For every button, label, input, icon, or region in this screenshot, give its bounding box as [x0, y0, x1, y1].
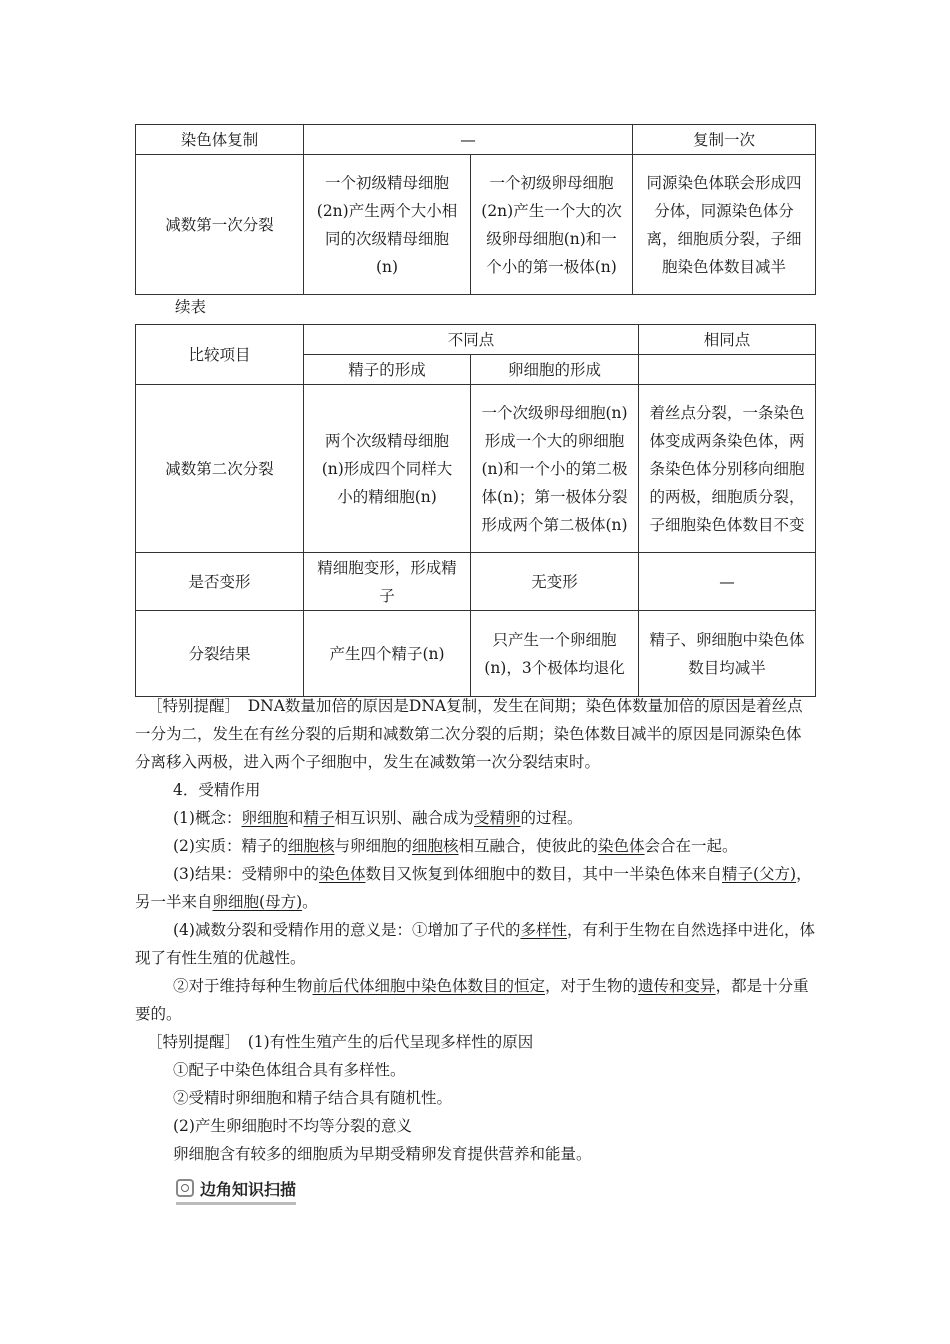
section-heading	[176, 1175, 296, 1205]
egg-cell: 一个初级卵母细胞(2n)产生一个大的次级卵母细胞(n)和一个小的第一极体(n)	[471, 155, 633, 295]
special-tip-1: ［特别提醒］ DNA数量加倍的原因是DNA复制，发生在间期；染色体数量加倍的原因是着丝点一分为二，发生在有丝分裂的后期和减数第二次分裂的后期；染色体数目减半的原因是同源染色体分离移入两极，进入两个子细胞中，发生在减数第一次分裂结束时。	[135, 697, 803, 771]
sperm-cell: 两个次级精母细胞(n)形成四个同样大小的精细胞(n)	[304, 385, 471, 553]
egg-cell: 只产生一个卵细胞(n)，3个极体均退化	[471, 611, 639, 697]
header-empty	[639, 355, 816, 385]
section-heading-text: 边角知识扫描	[200, 1179, 297, 1199]
table-row	[136, 611, 816, 697]
header-sperm: 精子的形成	[304, 355, 471, 385]
table-row	[136, 125, 816, 155]
same-cell: 复制一次	[633, 125, 816, 155]
header-item: 比较项目	[136, 325, 304, 385]
header-diff: 不同点	[304, 325, 639, 355]
tip-item: ①配子中染色体组合具有多样性。	[173, 1061, 406, 1079]
row-label: 减数第一次分裂	[136, 155, 304, 295]
row-label: 减数第二次分裂	[136, 385, 304, 553]
section-4-heading: 4．受精作用	[173, 781, 261, 799]
table-header-row	[136, 325, 816, 355]
same-cell: 精子、卵细胞中染色体数目均减半	[639, 611, 816, 697]
tip-item: 卵细胞含有较多的细胞质为早期受精卵发育提供营养和能量。	[173, 1145, 592, 1163]
table-row	[136, 155, 816, 295]
sperm-cell: 一个初级精母细胞(2n)产生两个大小相同的次级精母细胞(n)	[304, 155, 471, 295]
same-cell: 着丝点分裂，一条染色体变成两条染色体，两条染色体分别移向细胞的两极，细胞质分裂，子细胞染色体数目不变	[639, 385, 816, 553]
comparison-table-part1	[135, 124, 816, 295]
comparison-table-part2	[135, 324, 816, 697]
merged-cell: —	[304, 125, 633, 155]
same-cell: —	[639, 553, 816, 611]
essence-paragraph: (2)实质：精子的细胞核与卵细胞的细胞核相互融合，使彼此的染色体会合在一起。	[173, 837, 738, 855]
table-row	[136, 553, 816, 611]
row-label: 是否变形	[136, 553, 304, 611]
continuation-label: 续表	[175, 298, 207, 316]
tip-item: ②受精时卵细胞和精子结合具有随机性。	[173, 1089, 453, 1107]
header-egg: 卵细胞的形成	[471, 355, 639, 385]
result-paragraph: (3)结果：受精卵中的染色体数目又恢复到体细胞中的数目，其中一半染色体来自精子(父方)，另一半来自卵细胞(母方)。	[135, 865, 812, 911]
significance-paragraph-2: ②对于维持每种生物前后代体细胞中染色体数目的恒定，对于生物的遗传和变异，都是十分重要的。	[135, 977, 809, 1023]
row-label: 分裂结果	[136, 611, 304, 697]
row-label: 染色体复制	[136, 125, 304, 155]
egg-cell: 无变形	[471, 553, 639, 611]
header-same: 相同点	[639, 325, 816, 355]
magnifier-icon	[176, 1179, 194, 1197]
egg-cell: 一个次级卵母细胞(n)形成一个大的卵细胞(n)和一个小的第二极体(n)；第一极体分裂形成两个第二极体(n)	[471, 385, 639, 553]
significance-paragraph: (4)减数分裂和受精作用的意义是：①增加了子代的多样性，有利于生物在自然选择中进化，体现了有性生殖的优越性。	[135, 921, 815, 967]
tip-item: (2)产生卵细胞时不均等分裂的意义	[173, 1117, 412, 1135]
same-cell: 同源染色体联会形成四分体，同源染色体分离，细胞质分裂，子细胞染色体数目减半	[633, 155, 816, 295]
special-tip-2: ［特别提醒］ (1)有性生殖产生的后代呈现多样性的原因	[147, 1033, 534, 1051]
table-row	[136, 385, 816, 553]
sperm-cell: 精细胞变形，形成精子	[304, 553, 471, 611]
sperm-cell: 产生四个精子(n)	[304, 611, 471, 697]
concept-paragraph: (1)概念：卵细胞和精子相互识别、融合成为受精卵的过程。	[173, 809, 583, 827]
